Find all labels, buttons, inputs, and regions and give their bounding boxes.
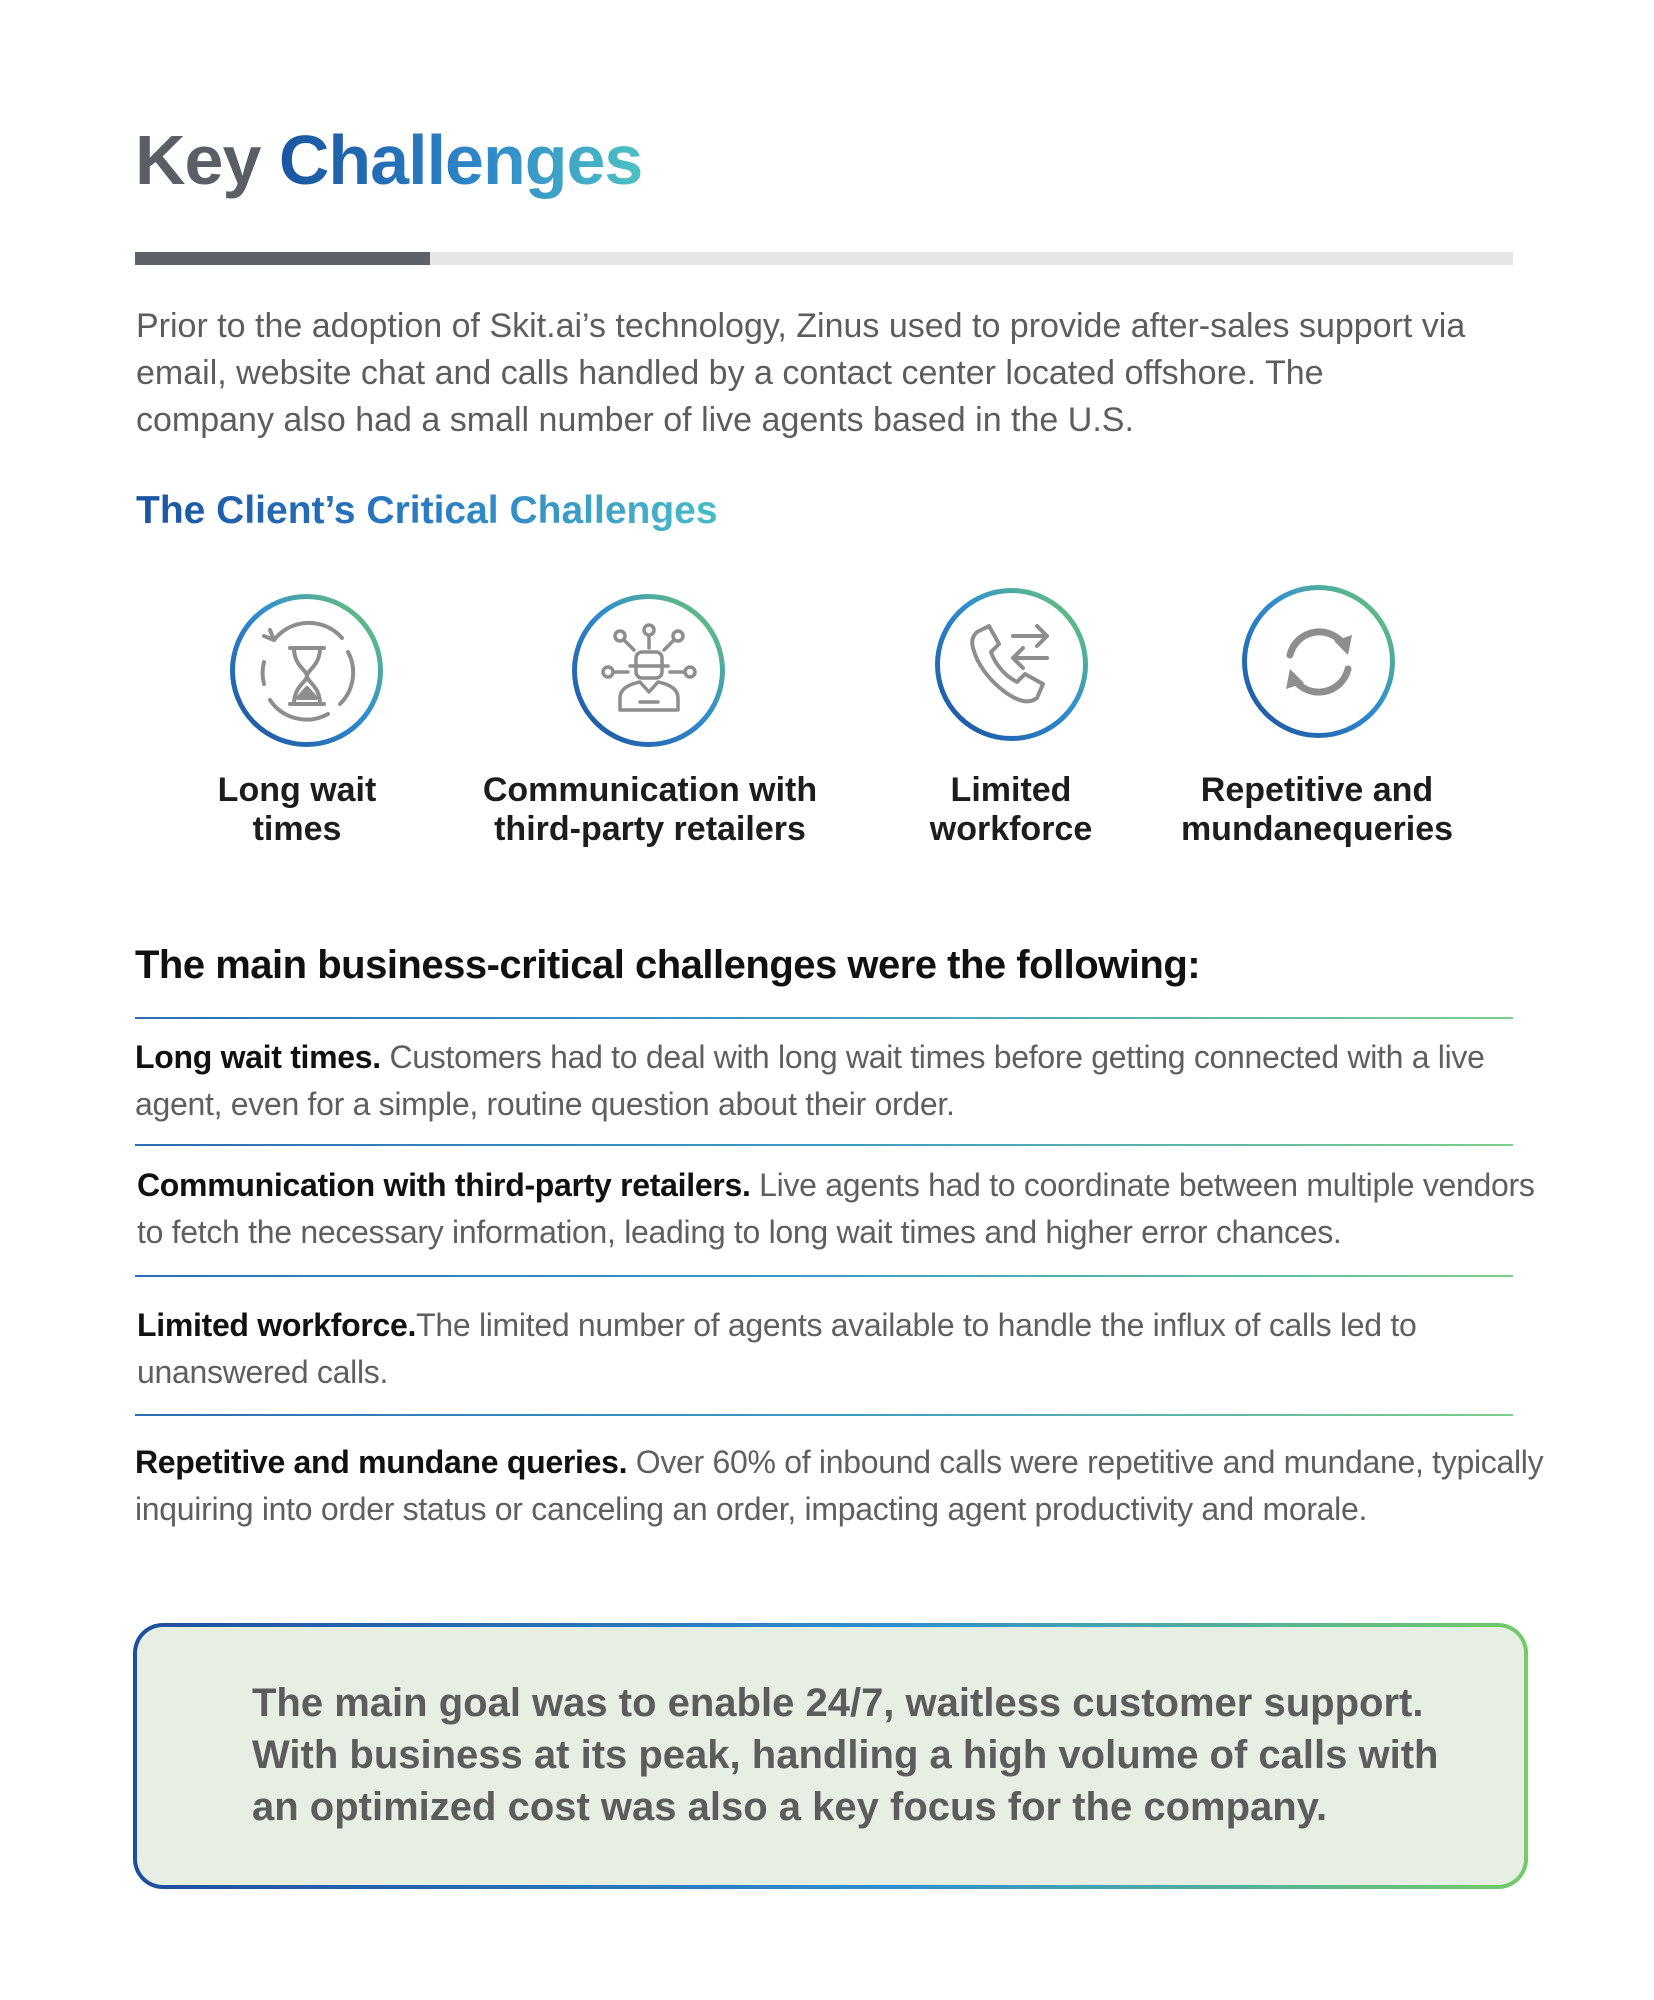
item-lead: Repetitive and mundane queries. bbox=[135, 1444, 628, 1480]
intro-paragraph: Prior to the adoption of Skit.ai’s technology, Zinus used to provide after-sales support via email, website chat and calls handled by a contact center located offshore. The company also had a small number of live agents based in the U.S. bbox=[136, 307, 1466, 439]
refresh-icon bbox=[1240, 583, 1397, 740]
goal-text: The main goal was to enable 24/7, waitless customer support. With business at its peak, handling a high volume of calls with an optimized cost was also a key focus for the company. bbox=[252, 1681, 1439, 1829]
item-text: The limited number of agents available to handle the influx of calls led to unanswered calls. bbox=[137, 1307, 1417, 1390]
challenge-item-communication bbox=[137, 1162, 1557, 1256]
icon-label-line: third-party retailers bbox=[494, 810, 806, 848]
challenge-item-limited-workforce bbox=[137, 1302, 1517, 1396]
item-text: Live agents had to coordinate between multiple vendors to fetch the necessary information, leading to long wait times and higher error chances. bbox=[137, 1167, 1535, 1250]
challenge-item-long-wait bbox=[135, 1034, 1555, 1128]
icon-label-line: Communication with bbox=[482, 771, 818, 809]
title-rule-accent bbox=[135, 252, 430, 265]
icon-label-line: Repetitive and bbox=[1200, 771, 1434, 809]
phone-transfer-icon bbox=[933, 586, 1090, 743]
divider bbox=[135, 1275, 1513, 1277]
agent-network-icon bbox=[570, 592, 727, 749]
divider bbox=[135, 1017, 1513, 1019]
icon-label-communication bbox=[460, 771, 840, 849]
section-subtitle: The Client’s Critical Challenges bbox=[136, 488, 718, 535]
icon-label-line: workforce bbox=[929, 810, 1093, 848]
divider bbox=[135, 1414, 1513, 1416]
item-lead: Limited workforce. bbox=[137, 1307, 417, 1343]
icon-label-line: Long wait bbox=[217, 771, 377, 809]
item-lead: Communication with third-party retailers. bbox=[137, 1167, 751, 1203]
icon-label-long-wait bbox=[107, 771, 487, 849]
title-rule bbox=[135, 252, 1513, 265]
item-text: Customers had to deal with long wait times before getting connected with a live agent, even for a simple, routine question about their order. bbox=[135, 1039, 1485, 1122]
icon-label-repetitive bbox=[1127, 771, 1507, 849]
goal-callout bbox=[133, 1623, 1528, 1889]
title-word-challenges: Challenges bbox=[278, 121, 643, 199]
item-text: Over 60% of inbound calls were repetitive and mundane, typically inquiring into order status or canceling an order, impacting agent productivity and morale. bbox=[135, 1444, 1544, 1527]
icon-label-line: Limited bbox=[950, 771, 1072, 809]
icon-label-line: mundanequeries bbox=[1180, 810, 1454, 848]
divider bbox=[135, 1144, 1513, 1146]
challenges-heading: The main business-critical challenges were the following: bbox=[135, 943, 1201, 987]
challenge-item-repetitive bbox=[135, 1439, 1555, 1533]
hourglass-icon bbox=[228, 592, 385, 749]
icon-label-line: times bbox=[252, 810, 342, 848]
item-lead: Long wait times. bbox=[135, 1039, 381, 1075]
page-title bbox=[135, 118, 642, 202]
title-word-key: Key bbox=[135, 121, 261, 199]
